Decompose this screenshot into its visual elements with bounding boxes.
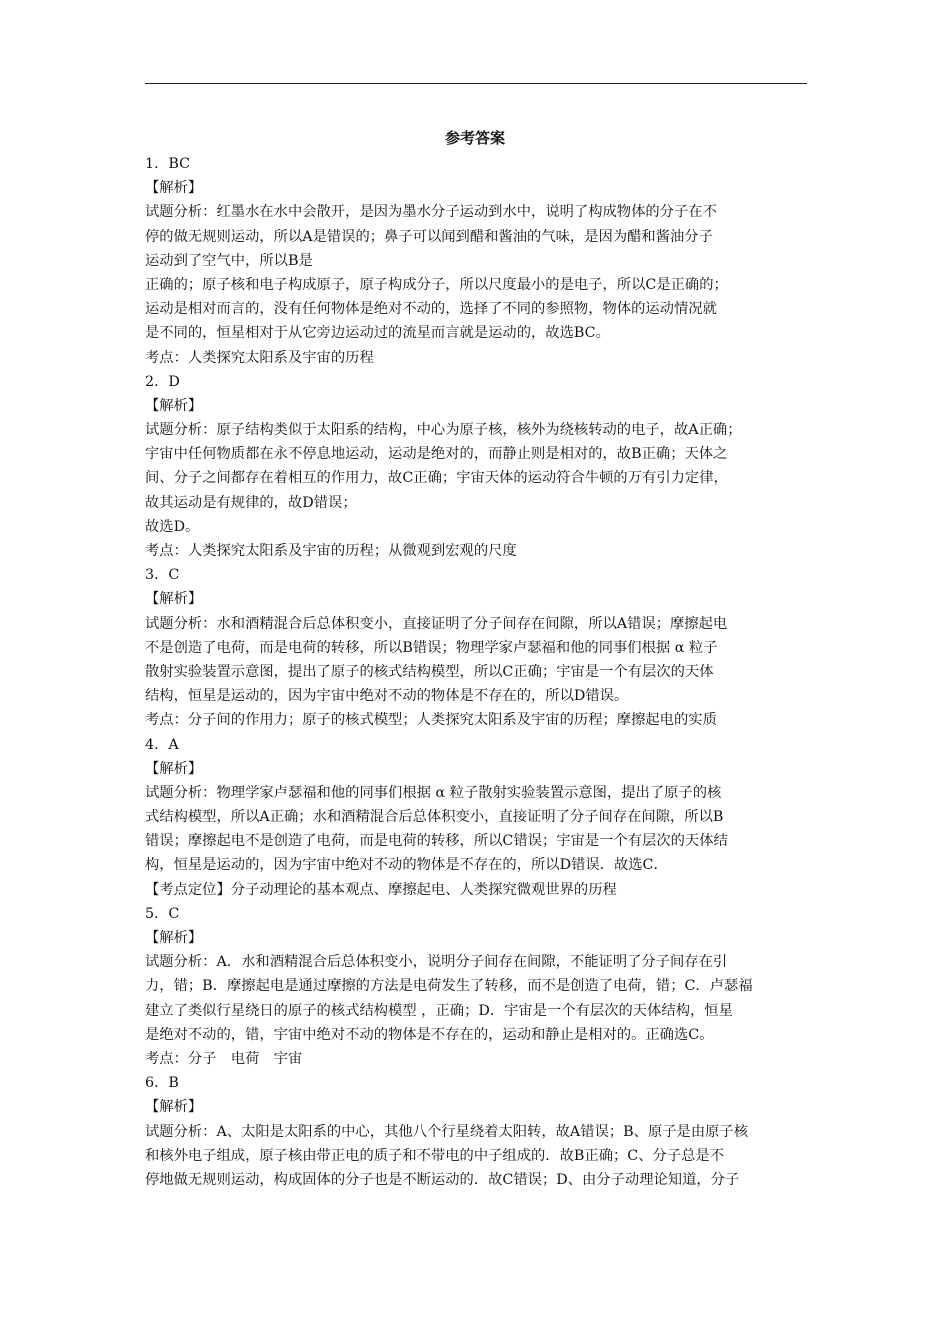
text-line: 错误；摩擦起电不是创造了电荷，而是电荷的转移，所以C错误；宇宙是一个有层次的天体结 [145,833,728,850]
header-rule [145,83,807,84]
text-line: 运动到了空气中，所以B是 [145,252,313,269]
text-line: 【解析】 [145,591,203,608]
text-line: 试题分析：原子结构类似于太阳系的结构，中心为原子核，核外为绕核转动的电子，故A正确； [145,422,742,439]
text-line: 宇宙中任何物质都在永不停息地运动，运动是绝对的，而静止则是相对的，故B正确；天体之 [145,446,728,463]
text-line: 【考点定位】分子动理论的基本观点、摩擦起电、人类探究微观世界的历程 [145,881,617,898]
text-line: 不是创造了电荷，而是电荷的转移，所以B错误；物理学家卢瑟福和他的同事们根据 α 粒子 [145,639,718,656]
text-line: 试题分析：A、太阳是太阳系的中心，其他八个行星绕着太阳转，故A错误；B、原子是由原子核 [145,1123,749,1140]
text-line: 停的做无规则运动，所以A是错误的；鼻子可以闻到醋和酱油的气味，是因为醋和酱油分子 [145,228,713,245]
text-line: 散射实验装置示意图，提出了原子的核式结构模型，所以C正确；宇宙是一个有层次的天体 [145,663,714,680]
text-line: 运动是相对而言的，没有任何物体是绝对不动的，选择了不同的参照物，物体的运动情况就 [145,301,717,318]
text-line: 间、分子之间都存在着相互的作用力，故C正确；宇宙天体的运动符合牛顿的万有引力定律， [145,470,728,487]
text-line: 正确的；原子核和电子构成原子，原子构成分子，所以尺度最小的是电子，所以C是正确的； [145,276,728,293]
text-line: 式结构模型，所以A正确；水和酒精混合后总体积变小，直接证明了分子间存在间隙，所以B [145,809,724,826]
page-title: 参考答案 [444,129,505,147]
text-line: 【解析】 [145,180,203,197]
text-line: 力，错；B．摩擦起电是通过摩擦的方法是电荷发生了转移，而不是创造了电荷，错；C．卢瑟福 [145,978,753,995]
text-line: 考点：分子 电荷 宇宙 [145,1050,303,1067]
text-line: 1．BC [145,156,191,172]
text-line: 结构，恒星是运动的，因为宇宙中绝对不动的物体是不存在的，所以D错误。 [145,688,629,705]
text-line: 【解析】 [145,760,203,777]
text-line: 5．C [145,905,180,922]
text-line: 【解析】 [145,397,203,414]
text-line: 6．B [145,1075,179,1092]
text-line: 【解析】 [145,1099,203,1116]
text-line: 故其运动是有规律的，故D错误； [145,494,357,511]
text-line: 故选D。 [145,518,200,535]
text-line: 考点：分子间的作用力；原子的核式模型；人类探究太阳系及宇宙的历程；摩擦起电的实质 [145,712,717,729]
text-line: 考点：人类探究太阳系及宇宙的历程 [145,349,374,366]
text-line: 试题分析：物理学家卢瑟福和他的同事们根据 α 粒子散射实验装置示意图，提出了原子的核 [145,784,722,801]
text-line: 3．C [145,567,180,584]
text-line: 【解析】 [145,930,203,946]
text-line: 是不同的，恒星相对于从它旁边运动过的流星而言就是运动的，故选BC。 [145,325,610,342]
text-line: 考点：人类探究太阳系及宇宙的历程；从微观到宏观的尺度 [145,543,517,559]
text-line: 是绝对不动的，错，宇宙中绝对不动的物体是不存在的，运动和静止是相对的。正确选C。 [145,1026,714,1043]
text-line: 和核外电子组成，原子核由带正电的质子和不带电的中子组成的．故B正确；C、分子总是不 [145,1147,725,1164]
text-line: 试题分析：A．水和酒精混合后总体积变小，说明分子间存在间隙，不能证明了分子间存在引 [145,954,728,971]
answer-content [145,152,809,1192]
text-line: 4．A [145,736,179,753]
text-line: 建立了类似行星绕日的原子的核式结构模型 ，正确；D．宇宙是一个有层次的天体结构，恒星 [145,1002,733,1019]
text-line: 构，恒星是运动的，因为宇宙中绝对不动的物体是不存在的，所以D错误．故选C． [145,857,668,874]
text-line: 停地做无规则运动，构成固体的分子也是不断运动的．故C错误；D、由分子动理论知道，分子 [145,1171,740,1188]
text-line: 2．D [145,373,180,390]
text-line: 试题分析：水和酒精混合后总体积变小，直接证明了分子间存在间隙，所以A错误；摩擦起电 [145,615,728,632]
text-line: 试题分析：红墨水在水中会散开，是因为墨水分子运动到水中，说明了构成物体的分子在不 [145,204,717,221]
